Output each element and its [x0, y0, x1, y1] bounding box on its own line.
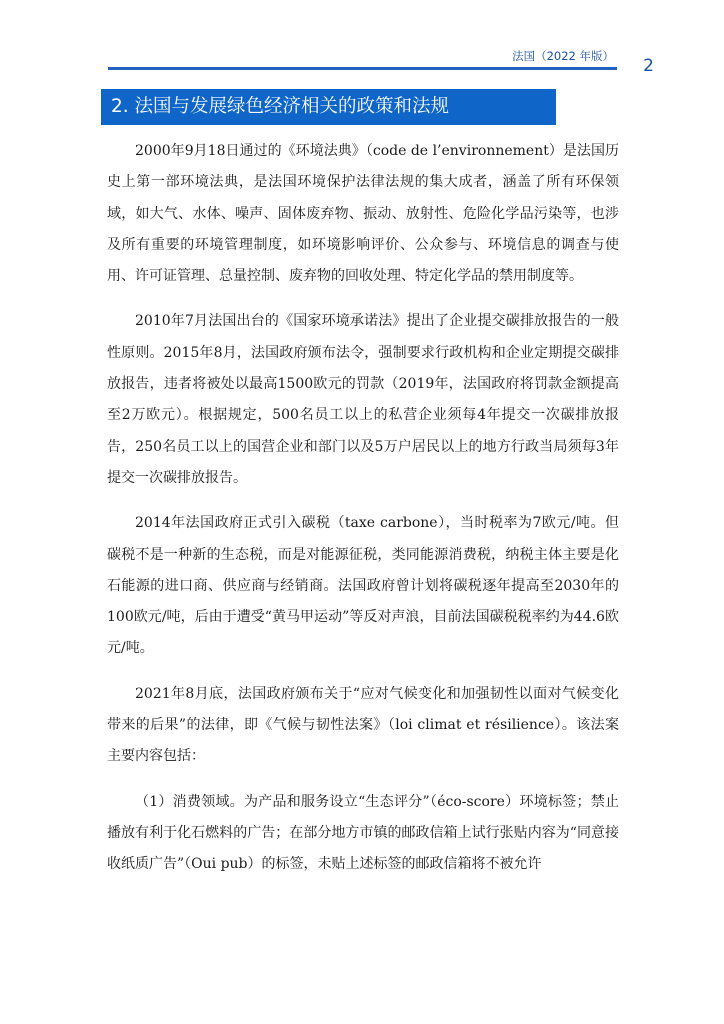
paragraph-carbon-report: 2010年7月法国出台的《国家环境承诺法》提出了企业提交碳排放报告的一般性原则。2015年8月，法国政府颁布法令，强制要求行政机构和企业定期提交碳排放报告，违者将被处以最高1500欧元的罚款（2019年，法国政府将罚款金额提高至2万欧元）。根据规定，500名员工以上的私营企业须每4年提交一次碳排放报告，250名员工以上的国营企业和部门以及5万户居民以上的地方行政当局须每3年提交一次碳排放报告。: [107, 313, 619, 486]
header-rule: [108, 67, 617, 70]
body-text: [107, 136, 619, 895]
page-number: 2: [643, 56, 654, 76]
running-title: 法国（2022 年版）: [512, 49, 614, 63]
paragraph-environment-code: 2000年9月18日通过的《环境法典》（code de l’environnement）是法国历史上第一部环境法典，是法国环境保护法律法规的集大成者，涵盖了所有环保领域，如大气、水体、噪声、固体废弃物、振动、放射性、危险化学品污染等，也涉及所有重要的环境管理制度，如环境影响评价、公众参与、环境信息的调查与使用、许可证管理、总量控制、废弃物的回收处理、特定化学品的禁用制度等。: [107, 143, 619, 285]
paragraph-consumption: （1）消费领域。为产品和服务设立“生态评分”（éco-score）环境标签；禁止播放有利于化石燃料的广告；在部分地方市镇的邮政信箱上试行张贴内容为“同意接收纸质广告”（Oui pub）的标签，未贴上述标签的邮政信箱将不被允许: [107, 793, 619, 873]
paragraph-climate-law: 2021年8月底，法国政府颁布关于“应对气候变化和加强韧性以面对气候变化带来的后果”的法律，即《气候与韧性法案》（loi climat et résilience）。该法案主要内容包括：: [107, 685, 619, 765]
paragraph-carbon-tax: 2014年法国政府正式引入碳税（taxe carbone），当时税率为7欧元/吨。但碳税不是一种新的生态税，而是对能源征税，类同能源消费税，纳税主体主要是化石能源的进口商、供应商与经销商。法国政府曾计划将碳税逐年提高至2030年的100欧元/吨，后由于遭受“黄马甲运动”等反对声浪，目前法国碳税税率约为44.6欧元/吨。: [107, 515, 619, 657]
section-title: 2. 法国与发展绿色经济相关的政策和法规: [101, 89, 556, 125]
